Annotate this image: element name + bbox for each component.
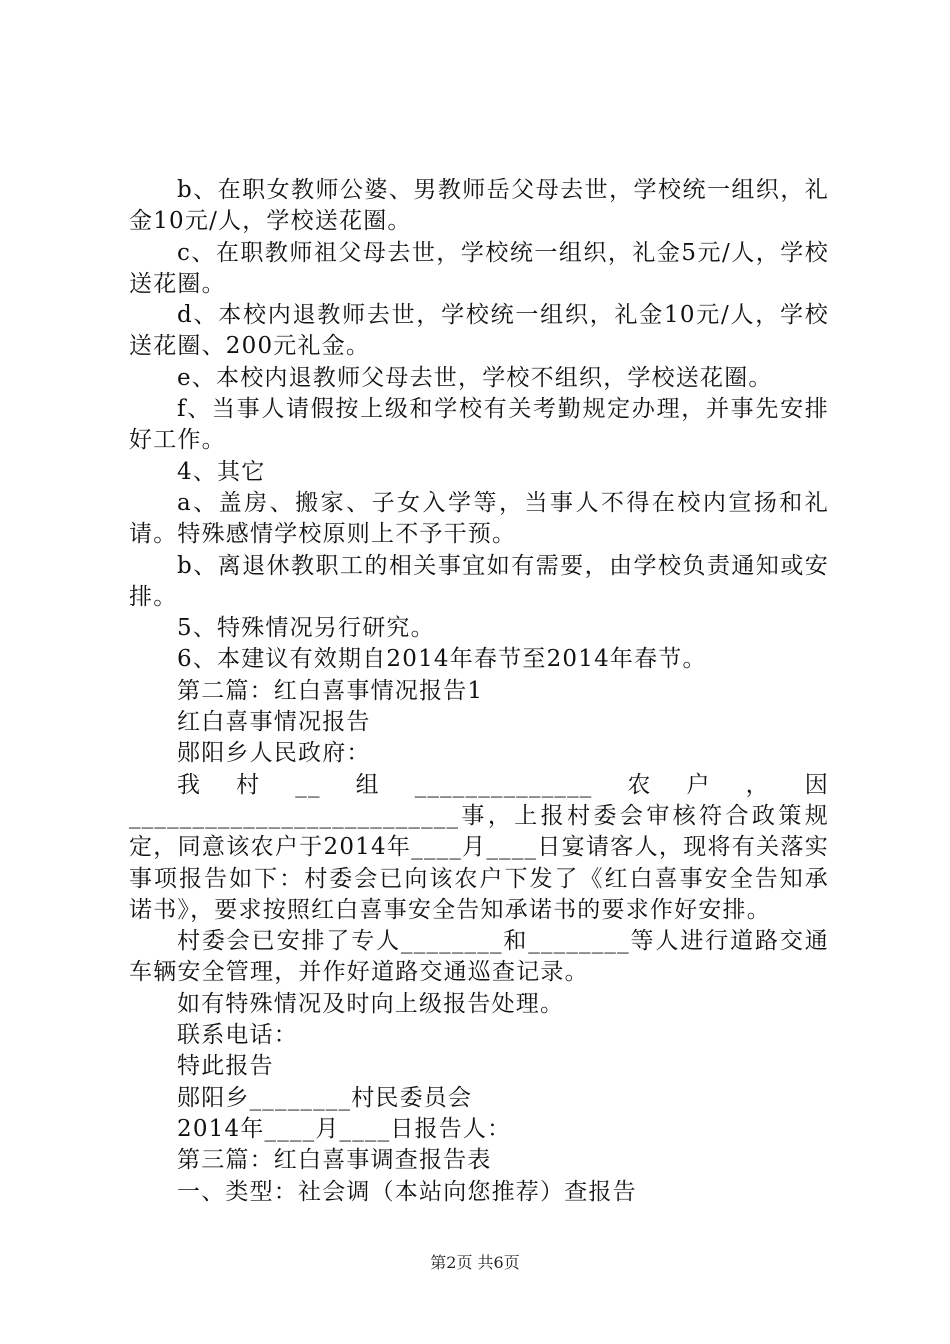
report-body-main: 我村__组______________农户，因__________________________事，上报村委会审核符合政策规定，同意该农户于2014年____月____日宴请客人，现将有关落实事项报告如下：村委会已向该农户下发了《红白喜事安全告知承诺书》，要求按照红白喜事安全告知承诺书的要求作好安排。 xyxy=(129,771,829,923)
section-heading-other: 4、其它 xyxy=(177,458,266,485)
report-signature-date: 2014年____月____日报告人： xyxy=(177,1115,512,1142)
survey-type-line: 一、类型：社会调（本站向您推荐）查报告 xyxy=(177,1178,637,1205)
chapter-heading-three: 第三篇：红白喜事调查报告表 xyxy=(177,1147,492,1174)
chapter-heading-two: 第二篇：红白喜事情况报告1 xyxy=(177,677,484,704)
paragraph-b-retirees: b、离退休教职工的相关事宜如有需要，由学校负责通知或安排。 xyxy=(129,552,829,610)
paragraph-a-house: a、盖房、搬家、子女入学等，当事人不得在校内宣扬和礼请。特殊感情学校原则上不予干预。 xyxy=(129,489,829,548)
page-footer: 第2页 共6页 xyxy=(430,1253,520,1272)
paragraph-c-grandparents: c、在职教师祖父母去世，学校统一组织，礼金5元/人，学校送花圈。 xyxy=(129,239,829,297)
paragraph-d-retired: d、本校内退教师去世，学校统一组织，礼金10元/人，学校送花圈、200元礼金。 xyxy=(129,302,829,360)
paragraph-b-inlaws: b、在职女教师公婆、男教师岳父母去世，学校统一组织，礼金10元/人，学校送花圈。 xyxy=(129,177,829,235)
paragraph-special-cases: 5、特殊情况另行研究。 xyxy=(177,615,435,642)
report-contact-phone: 联系电话： xyxy=(177,1022,298,1049)
document-body xyxy=(129,175,829,1208)
paragraph-e-retired-parents: e、本校内退教师父母去世，学校不组织，学校送花圈。 xyxy=(177,364,773,391)
report-body-special: 如有特殊情况及时向上级报告处理。 xyxy=(177,990,565,1017)
paragraph-f-leave: f、当事人请假按上级和学校有关考勤规定办理，并事先安排好工作。 xyxy=(129,396,829,454)
report-title: 红白喜事情况报告 xyxy=(177,709,371,736)
report-closing: 特此报告 xyxy=(177,1053,274,1080)
report-addressee: 郧阳乡人民政府： xyxy=(177,740,371,767)
paragraph-validity: 6、本建议有效期自2014年春节至2014年春节。 xyxy=(177,646,707,673)
report-signature-committee: 郧阳乡________村民委员会 xyxy=(177,1084,473,1111)
report-body-traffic: 村委会已安排了专人________和________等人进行道路交通车辆安全管理，并作好道路交通巡查记录。 xyxy=(129,928,829,986)
